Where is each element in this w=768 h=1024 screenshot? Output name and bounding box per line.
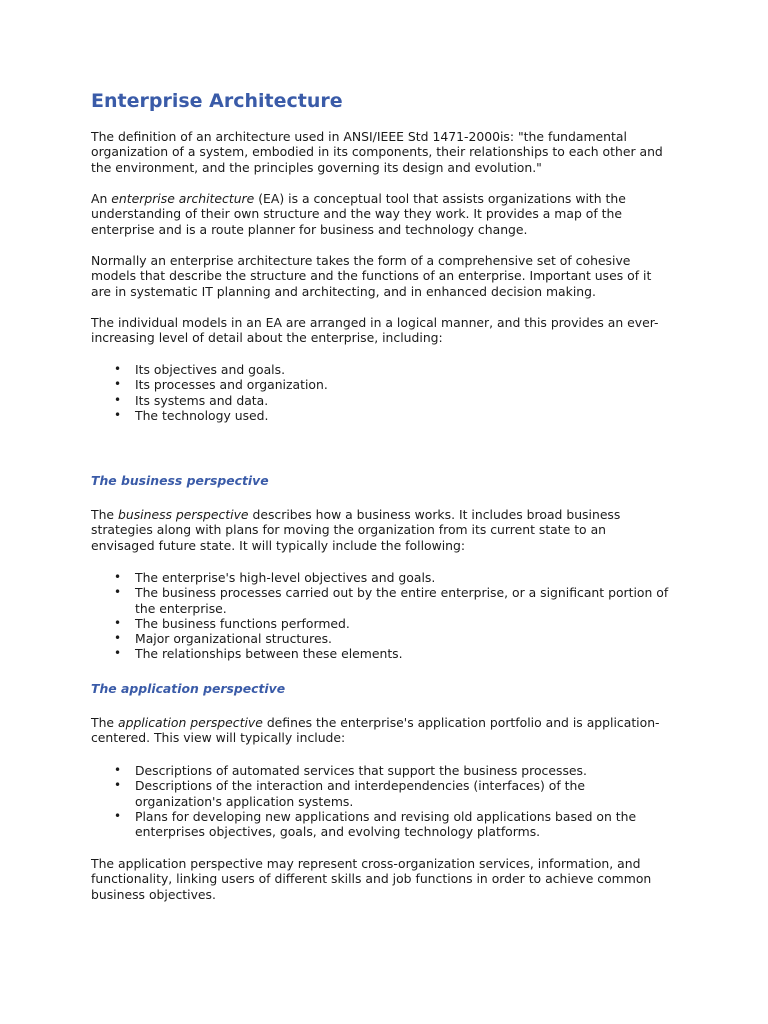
- bullet-icon: •: [114, 362, 122, 376]
- bullet-icon: •: [114, 585, 122, 600]
- bullet-icon: •: [114, 808, 122, 823]
- bullet-icon: •: [114, 763, 122, 777]
- list-item: • Its systems and data.: [114, 392, 269, 408]
- list-item: • Descriptions of the interaction and interdependencies (interfaces) of the organization's application systems.: [114, 778, 585, 809]
- list-item: • The technology used.: [114, 407, 269, 423]
- bullet-icon: •: [114, 615, 122, 630]
- bullet-icon: •: [114, 377, 122, 392]
- bullet-icon: •: [114, 392, 122, 407]
- application-perspective-list: [91, 763, 683, 839]
- application-perspective-heading: The application perspective: [91, 681, 286, 696]
- list-item: • Major organizational structures.: [114, 631, 332, 647]
- ea-term: enterprise architecture: [111, 191, 255, 206]
- application-term: application perspective: [117, 715, 263, 730]
- business-perspective-heading: The business perspective: [91, 473, 269, 488]
- ea-form-paragraph: Normally an enterprise architecture takes the form of a comprehensive set of cohesive models that describe the structure and the functions of an enterprise. Important uses of it are in systematic IT planning and architecting, and in enhanced decision making.: [91, 253, 652, 299]
- ea-levels-list: [91, 362, 683, 423]
- business-term: business perspective: [117, 507, 249, 522]
- list-item: • The enterprise's high-level objectives and goals.: [114, 570, 436, 585]
- list-item: • The relationships between these elements.: [114, 646, 403, 662]
- bullet-icon: •: [114, 407, 122, 422]
- bullet-icon: •: [114, 570, 122, 584]
- ea-intro-pre: An: [91, 191, 112, 206]
- business-intro-pre: The: [91, 507, 118, 522]
- list-item: • Its objectives and goals.: [114, 362, 286, 377]
- list-item: • Its processes and organization.: [114, 377, 328, 393]
- business-perspective-intro: [91, 507, 683, 553]
- list-item: • The business processes carried out by the entire enterprise, or a significant portion of the enterprise.: [114, 585, 669, 616]
- list-item: • The business functions performed.: [114, 615, 350, 631]
- application-intro-post: defines the enterprise's application portfolio and is application- centered. This view will typically include:: [91, 715, 660, 746]
- bullet-icon: •: [114, 778, 122, 793]
- ea-intro-paragraph: [91, 191, 683, 237]
- business-perspective-list: [91, 570, 683, 662]
- definition-paragraph: The definition of an architecture used in ANSI/IEEE Std 1471-2000is: "the fundamental organization of a system, embodied in its components, their relationships to each other and the environment, and the principles governing its design and evolution.": [91, 129, 663, 175]
- ea-intro-post: (EA) is a conceptual tool that assists organizations with the understanding of their own structure and the way they work. It provides a map of the enterprise and is a route planner for business and technology change.: [91, 191, 626, 237]
- ea-models-paragraph: The individual models in an EA are arranged in a logical manner, and this provides an ever- increasing level of detail about the enterprise, including:: [91, 315, 659, 346]
- list-item: • Descriptions of automated services that support the business processes.: [114, 763, 587, 778]
- business-intro-post: describes how a business works. It includes broad business strategies along with plans for moving the organization from its current state to an envisaged future state. It will typically include the following:: [91, 507, 621, 553]
- page-title: Enterprise Architecture: [91, 90, 343, 112]
- application-intro-pre: The: [91, 715, 118, 730]
- bullet-icon: •: [114, 646, 122, 661]
- list-item: • Plans for developing new applications and revising old applications based on the enterprises objectives, goals, and evolving technology platforms.: [114, 808, 637, 840]
- application-perspective-intro: [91, 715, 683, 746]
- application-closing-paragraph: The application perspective may represent cross-organization services, information, and functionality, linking users of different skills and job functions in order to achieve common business objectives.: [91, 856, 652, 902]
- bullet-icon: •: [114, 631, 122, 646]
